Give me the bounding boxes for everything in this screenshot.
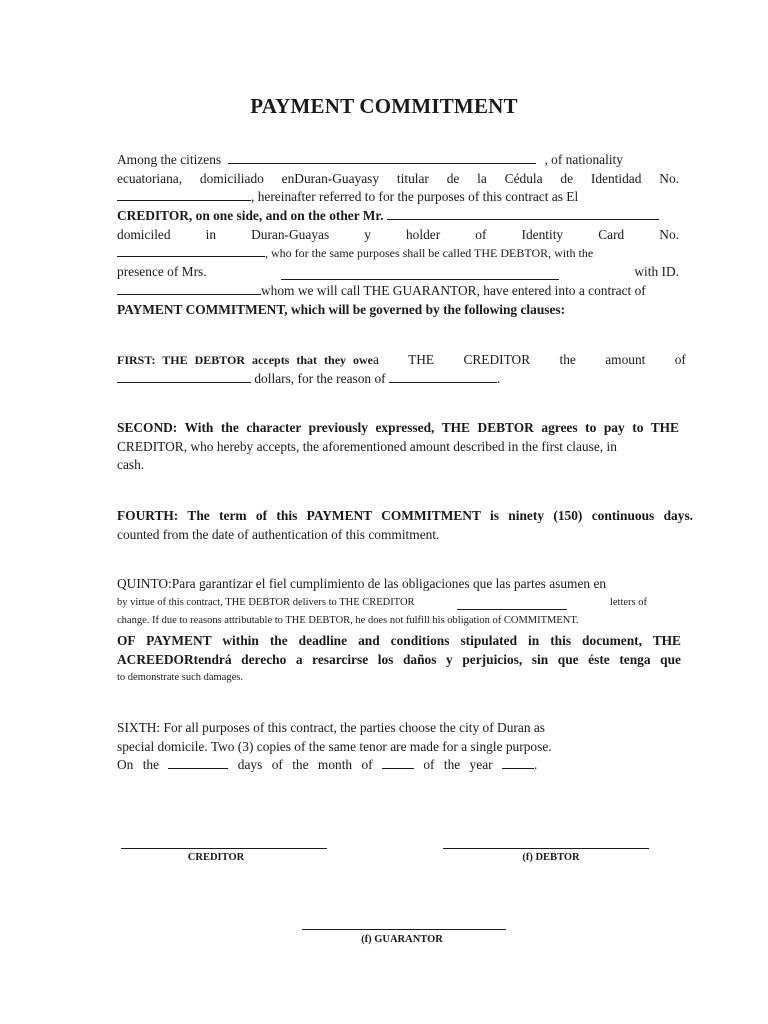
reason-blank: [389, 370, 497, 383]
fourth-line-1: FOURTH: The term of this PAYMENT COMMITMENT is ninety (150) continuous days.: [117, 508, 693, 523]
fifth-clause-cont: [117, 632, 681, 688]
guarantor-signature-label: (f) GUARANTOR: [361, 934, 443, 945]
intro-line-4: CREDITOR, on one side, and on the other Mr.: [117, 207, 679, 226]
intro-line-5: domiciled in Duran-Guayas y holder of Identity Card No.: [117, 226, 679, 242]
amount-blank: [117, 370, 251, 383]
debtor-signature-label: (f) DEBTOR: [522, 852, 580, 863]
sixth-clause: [117, 719, 603, 775]
intro-line-7: presence of Mrs. with ID.: [117, 264, 679, 280]
creditor-signature-line: [121, 848, 327, 849]
intro-line-8: whom we will call THE GUARANTOR, have entered into a contract of: [117, 282, 679, 301]
debtor-id-blank: [117, 244, 265, 257]
guarantor-signature-line: [302, 929, 506, 930]
intro-line-3: , hereinafter referred to for the purposes of this contract as El: [117, 188, 679, 207]
intro-line-1: Among the citizens , of nationality: [117, 152, 623, 167]
second-line-2: CREDITOR, who hereby accepts, the aforementioned amount described in the first clause, in: [117, 438, 617, 454]
debtor-signature-line: [443, 848, 649, 849]
fifth-line-2: by virtue of this contract, THE DEBTOR delivers to THE CREDITOR letters of: [117, 596, 647, 608]
intro-line-9: PAYMENT COMMITMENT, which will be governed by the following clauses:: [117, 301, 566, 317]
fifth-line-3: change. If due to reasons attributable to THE DEBTOR, he does not fulfill his obligation of COMMITMENT.: [117, 615, 579, 627]
month-blank: [382, 756, 414, 769]
creditor-signature-label: CREDITOR: [187, 852, 245, 863]
fifth-clause: [117, 575, 647, 631]
second-line-3: cash.: [117, 457, 145, 473]
debtor-name-blank: [387, 207, 659, 220]
first-line-2: dollars, for the reason of .: [117, 370, 679, 389]
fifth-line-5: ACREEDORtendrá derecho a resarcirse los daños y perjuicios, sin que éste tenga que: [117, 651, 681, 667]
guarantor-id-blank: [117, 282, 261, 295]
fourth-line-2: counted from the date of authentication of this commitment.: [117, 526, 440, 542]
first-clause: [117, 351, 686, 388]
sixth-line-3: On the days of the month of of the year .: [117, 757, 538, 773]
second-line-1: SECOND: With the character previously expressed, THE DEBTOR agrees to pay to THE: [117, 420, 679, 435]
citizen-name-blank: [228, 151, 536, 164]
day-blank: [168, 756, 228, 769]
fifth-line-1: QUINTO:Para garantizar el fiel cumplimiento de las obligaciones que las partes asumen en: [117, 576, 607, 591]
id-number-blank: [117, 188, 251, 201]
intro-line-6: , who for the same purposes shall be called THE DEBTOR, with the: [117, 244, 679, 263]
intro-paragraph: [117, 151, 679, 319]
letters-blank: [457, 597, 567, 610]
second-clause: [117, 419, 679, 475]
guarantor-name-blank: [281, 267, 559, 280]
intro-line-2: ecuatoriana, domiciliado enDuran-Guayasy titular de la Cédula de Identidad No.: [117, 170, 679, 186]
fifth-line-4: OF PAYMENT within the deadline and conditions stipulated in this document, THE: [117, 633, 681, 648]
fifth-line-6: to demonstrate such damages.: [117, 672, 243, 684]
first-line-1: FIRST: THE DEBTOR accepts that they owe a THE CREDITOR the amount of: [117, 352, 686, 367]
year-blank: [502, 756, 534, 769]
sixth-line-1: SIXTH: For all purposes of this contract, the parties choose the city of Duran as: [117, 720, 546, 735]
fourth-clause: [117, 507, 693, 544]
document-title: PAYMENT COMMITMENT: [250, 94, 518, 118]
sixth-line-2: special domicile. Two (3) copies of the same tenor are made for a single purpose.: [117, 738, 552, 754]
